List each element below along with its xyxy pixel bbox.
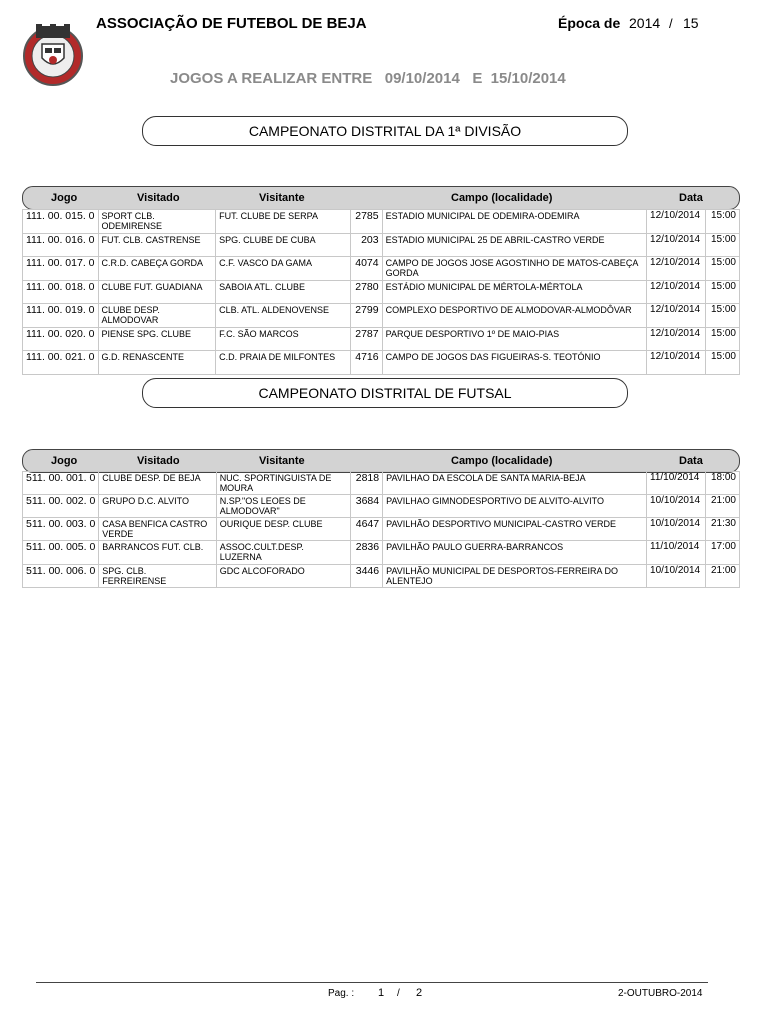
home-team: CLUBE DESP. DE BEJA <box>99 472 216 495</box>
table-row <box>23 304 740 328</box>
col-header-campo: Campo (localidade) <box>451 455 553 467</box>
away-team: NUC. SPORTINGUISTA DE MOURA <box>216 472 350 495</box>
col-header-visitado: Visitado <box>137 455 180 467</box>
match-time: 21:30 <box>705 518 739 541</box>
venue: PAVILHÃO MUNICIPAL DE DESPORTOS-FERREIRA DO ALENTEJO <box>383 565 647 588</box>
venue: PAVILHAO GIMNODESPORTIVO DE ALVITO-ALVITO <box>383 495 647 518</box>
table-row <box>23 541 740 565</box>
game-id: 511. 00. 002. 0 <box>23 495 99 518</box>
table-row <box>23 565 740 588</box>
field-code: 2787 <box>350 328 382 351</box>
home-team: C.R.D. CABEÇA GORDA <box>98 257 216 281</box>
venue: ESTADIO MUNICIPAL DE ODEMIRA-ODEMIRA <box>382 210 646 234</box>
home-team: SPORT CLB. ODEMIRENSE <box>98 210 216 234</box>
home-team: PIENSE SPG. CLUBE <box>98 328 216 351</box>
match-time: 17:00 <box>705 541 739 565</box>
venue: PAVILHAO DA ESCOLA DE SANTA MARIA-BEJA <box>383 472 647 495</box>
away-team: OURIQUE DESP. CLUBE <box>216 518 350 541</box>
game-id: 511. 00. 006. 0 <box>23 565 99 588</box>
game-id: 511. 00. 005. 0 <box>23 541 99 565</box>
match-date: 12/10/2014 <box>647 234 706 257</box>
season-year-end: 15 <box>683 15 699 31</box>
game-id: 111. 00. 018. 0 <box>23 281 99 304</box>
home-team: BARRANCOS FUT. CLB. <box>99 541 216 565</box>
col-header-visitante: Visitante <box>259 192 305 204</box>
match-date: 10/10/2014 <box>647 518 706 541</box>
match-time: 15:00 <box>706 210 740 234</box>
field-code: 4716 <box>350 351 382 375</box>
match-date: 12/10/2014 <box>647 210 706 234</box>
match-date: 11/10/2014 <box>647 472 706 495</box>
footer-divider <box>36 982 708 983</box>
field-code: 4074 <box>350 257 382 281</box>
match-date: 12/10/2014 <box>647 257 706 281</box>
field-code: 3446 <box>351 565 383 588</box>
match-date: 12/10/2014 <box>647 281 706 304</box>
field-code: 2785 <box>350 210 382 234</box>
match-time: 15:00 <box>706 281 740 304</box>
page-separator: / <box>397 988 400 999</box>
game-id: 111. 00. 020. 0 <box>23 328 99 351</box>
match-time: 21:00 <box>705 565 739 588</box>
away-team: C.F. VASCO DA GAMA <box>216 257 351 281</box>
home-team: CLUBE DESP. ALMODOVAR <box>98 304 216 328</box>
game-id: 511. 00. 003. 0 <box>23 518 99 541</box>
page-label: Pag. : <box>328 988 355 999</box>
col-header-campo: Campo (localidade) <box>451 192 553 204</box>
away-team: SABOIA ATL. CLUBE <box>216 281 351 304</box>
table-row <box>23 518 740 541</box>
table-row <box>23 210 740 234</box>
match-date: 12/10/2014 <box>647 351 706 375</box>
away-team: CLB. ATL. ALDENOVENSE <box>216 304 351 328</box>
game-id: 111. 00. 019. 0 <box>23 304 99 328</box>
season-separator: / <box>669 16 673 31</box>
home-team: SPG. CLB. FERREIRENSE <box>99 565 216 588</box>
away-team: C.D. PRAIA DE MILFONTES <box>216 351 351 375</box>
game-id: 111. 00. 021. 0 <box>23 351 99 375</box>
field-code: 2836 <box>351 541 383 565</box>
game-id: 511. 00. 001. 0 <box>23 472 99 495</box>
association-crest-logo <box>22 22 84 86</box>
match-time: 15:00 <box>706 304 740 328</box>
table-header-1st-division <box>22 186 740 210</box>
venue: PARQUE DESPORTIVO 1º DE MAIO-PIAS <box>382 328 646 351</box>
field-code: 3684 <box>351 495 383 518</box>
table-row <box>23 472 740 495</box>
match-time: 21:00 <box>705 495 739 518</box>
match-date: 12/10/2014 <box>647 304 706 328</box>
venue: ESTADIO MUNICIPAL 25 DE ABRIL-CASTRO VERDE <box>382 234 646 257</box>
match-date: 10/10/2014 <box>647 495 706 518</box>
venue: CAMPO DE JOGOS JOSE AGOSTINHO DE MATOS-CABEÇA GORDA <box>382 257 646 281</box>
report-subtitle: JOGOS A REALIZAR ENTRE 09/10/2014 E 15/10/2014 <box>170 70 566 87</box>
home-team: CASA BENFICA CASTRO VERDE <box>99 518 216 541</box>
field-code: 2799 <box>350 304 382 328</box>
games-table-futsal <box>22 471 740 588</box>
section-title-1st-division: CAMPEONATO DISTRITAL DA 1ª DIVISÃO <box>142 116 628 146</box>
away-team: N.SP."OS LEOES DE ALMODOVAR" <box>216 495 350 518</box>
match-date: 11/10/2014 <box>647 541 706 565</box>
col-header-data: Data <box>679 455 703 467</box>
table-row <box>23 234 740 257</box>
away-team: ASSOC.CULT.DESP. LUZERNA <box>216 541 350 565</box>
col-header-data: Data <box>679 192 703 204</box>
venue: PAVILHÃO DESPORTIVO MUNICIPAL-CASTRO VERDE <box>383 518 647 541</box>
venue: PAVILHÃO PAULO GUERRA-BARRANCOS <box>383 541 647 565</box>
match-time: 18:00 <box>705 472 739 495</box>
away-team: FUT. CLUBE DE SERPA <box>216 210 351 234</box>
match-date: 12/10/2014 <box>647 328 706 351</box>
season-year-start: 2014 <box>629 15 661 31</box>
games-table-1st-division <box>22 209 740 375</box>
game-id: 111. 00. 016. 0 <box>23 234 99 257</box>
game-id: 111. 00. 017. 0 <box>23 257 99 281</box>
venue: ESTÁDIO MUNICIPAL DE MÉRTOLA-MÉRTOLA <box>382 281 646 304</box>
table-row <box>23 351 740 375</box>
venue: COMPLEXO DESPORTIVO DE ALMODOVAR-ALMODÔVAR <box>382 304 646 328</box>
away-team: SPG. CLUBE DE CUBA <box>216 234 351 257</box>
table-row <box>23 495 740 518</box>
field-code: 4647 <box>351 518 383 541</box>
field-code: 2780 <box>350 281 382 304</box>
page-current: 1 <box>378 987 385 999</box>
season-label: Época de <box>558 15 621 31</box>
table-row <box>23 328 740 351</box>
match-date: 10/10/2014 <box>647 565 706 588</box>
match-time: 15:00 <box>706 328 740 351</box>
home-team: G.D. RENASCENTE <box>98 351 216 375</box>
match-time: 15:00 <box>706 351 740 375</box>
field-code: 203 <box>350 234 382 257</box>
table-header-futsal <box>22 449 740 473</box>
match-time: 15:00 <box>706 234 740 257</box>
print-date: 2-OUTUBRO-2014 <box>618 988 703 999</box>
home-team: FUT. CLB. CASTRENSE <box>98 234 216 257</box>
col-header-visitado: Visitado <box>137 192 180 204</box>
venue: CAMPO DE JOGOS DAS FIGUEIRAS-S. TEOTÓNIO <box>382 351 646 375</box>
field-code: 2818 <box>351 472 383 495</box>
page-total: 2 <box>416 987 423 999</box>
home-team: CLUBE FUT. GUADIANA <box>98 281 216 304</box>
section-title-futsal: CAMPEONATO DISTRITAL DE FUTSAL <box>142 378 628 408</box>
col-header-visitante: Visitante <box>259 455 305 467</box>
organization-name: ASSOCIAÇÃO DE FUTEBOL DE BEJA <box>96 15 367 32</box>
home-team: GRUPO D.C. ALVITO <box>99 495 216 518</box>
col-header-jogo: Jogo <box>51 192 78 204</box>
match-time: 15:00 <box>706 257 740 281</box>
table-row <box>23 257 740 281</box>
away-team: GDC ALCOFORADO <box>216 565 350 588</box>
col-header-jogo: Jogo <box>51 455 78 467</box>
table-row <box>23 281 740 304</box>
game-id: 111. 00. 015. 0 <box>23 210 99 234</box>
away-team: F.C. SÃO MARCOS <box>216 328 351 351</box>
